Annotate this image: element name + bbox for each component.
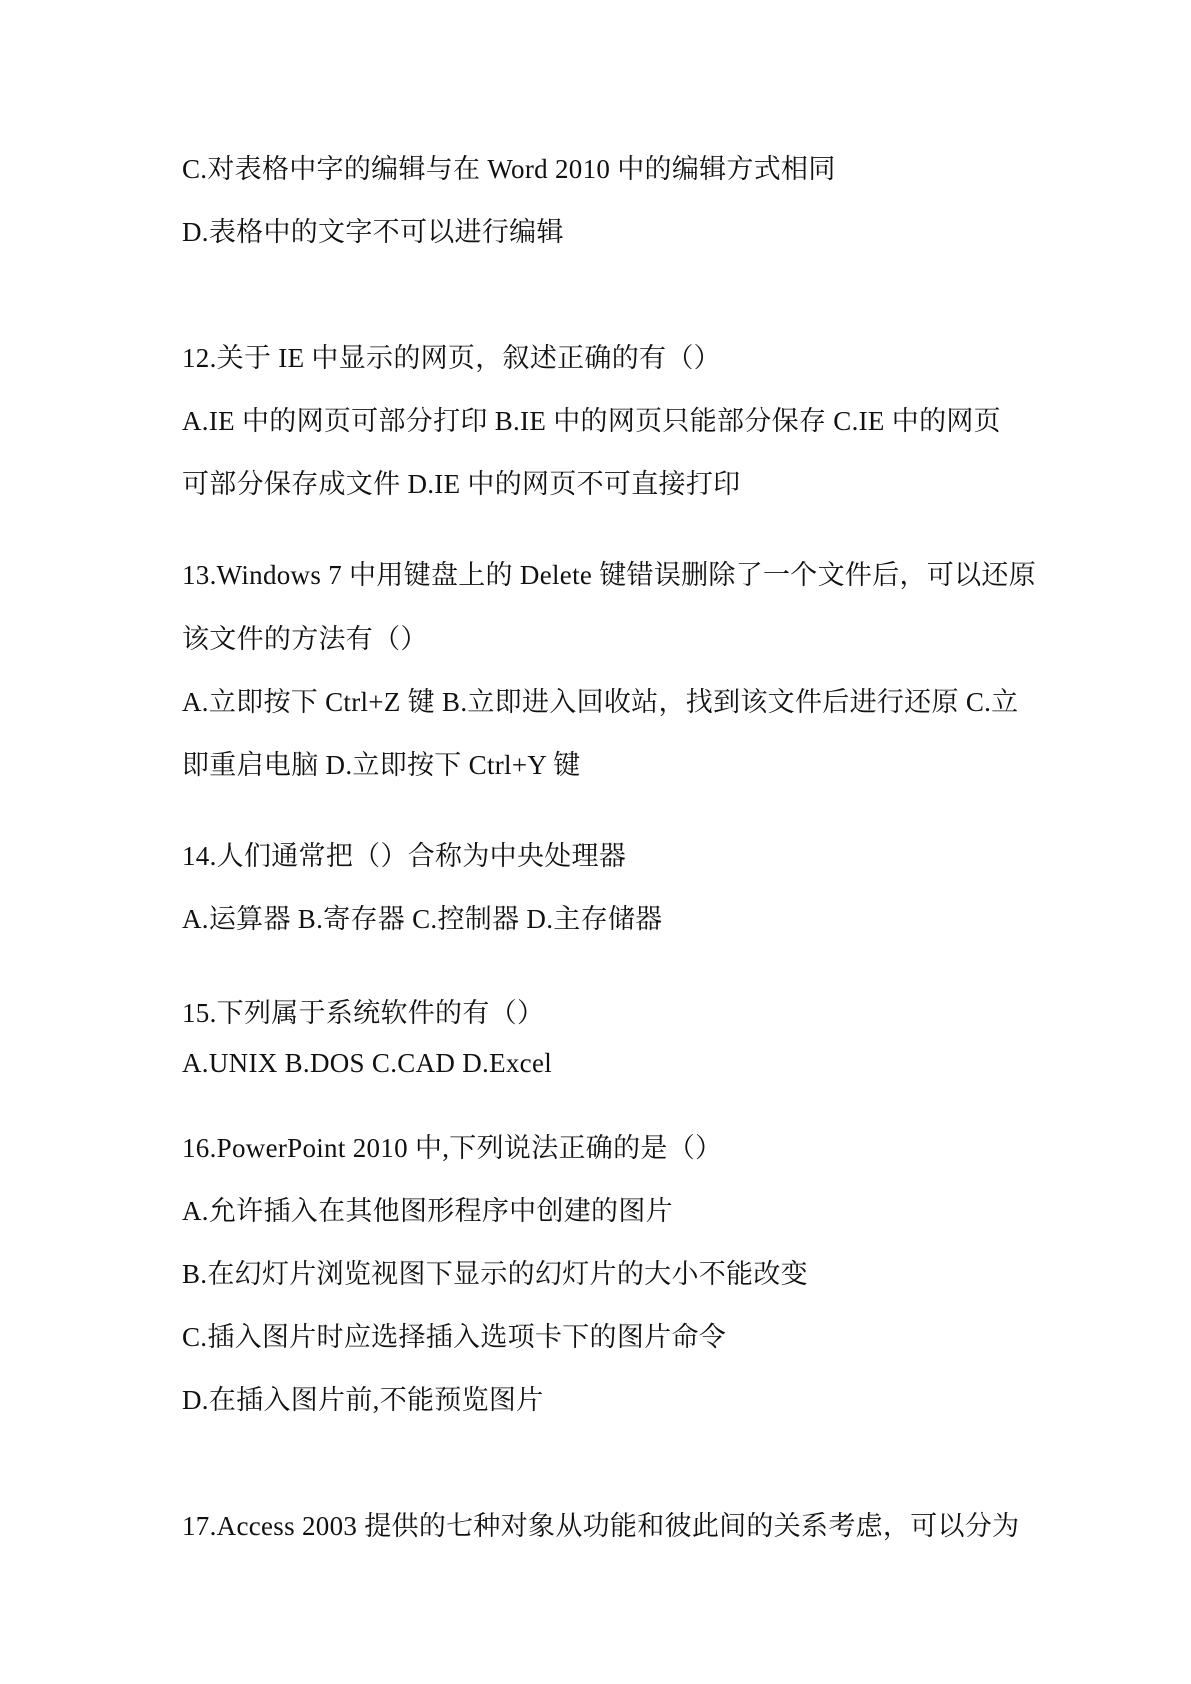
option-16d: D.在插入图片前,不能预览图片 [182, 1385, 544, 1415]
option-16a: A.允许插入在其他图形程序中创建的图片 [182, 1196, 673, 1226]
question-14: 14.人们通常把（）合称为中央处理器 [182, 841, 627, 871]
question-12: 12.关于 IE 中显示的网页，叙述正确的有（） [182, 343, 721, 373]
question-16: 16.PowerPoint 2010 中,下列说法正确的是（） [182, 1133, 723, 1163]
option-11c: C.对表格中字的编辑与在 Word 2010 中的编辑方式相同 [182, 154, 836, 184]
question-17: 17.Access 2003 提供的七种对象从功能和彼此间的关系考虑，可以分为 [182, 1511, 1020, 1541]
question-14-options: A.运算器 B.寄存器 C.控制器 D.主存储器 [182, 904, 663, 934]
option-11d: D.表格中的文字不可以进行编辑 [182, 217, 564, 247]
question-13-line2: 该文件的方法有（） [182, 624, 428, 654]
question-15-options: A.UNIX B.DOS C.CAD D.Excel [182, 1048, 553, 1078]
option-16b: B.在幻灯片浏览视图下显示的幻灯片的大小不能改变 [182, 1259, 808, 1289]
option-16c: C.插入图片时应选择插入选项卡下的图片命令 [182, 1322, 727, 1352]
question-15: 15.下列属于系统软件的有（） [182, 998, 545, 1028]
question-13-line1: 13.Windows 7 中用键盘上的 Delete 键错误删除了一个文件后，可以还原 [182, 560, 1037, 590]
question-13-options-line2: 即重启电脑 D.立即按下 Ctrl+Y 键 [182, 750, 581, 780]
question-13-options-line1: A.立即按下 Ctrl+Z 键 B.立即进入回收站，找到该文件后进行还原 C.立 [182, 687, 1019, 717]
question-12-options-line1: A.IE 中的网页可部分打印 B.IE 中的网页只能部分保存 C.IE 中的网页 [182, 406, 1001, 436]
question-12-options-line2: 可部分保存成文件 D.IE 中的网页不可直接打印 [182, 469, 741, 499]
